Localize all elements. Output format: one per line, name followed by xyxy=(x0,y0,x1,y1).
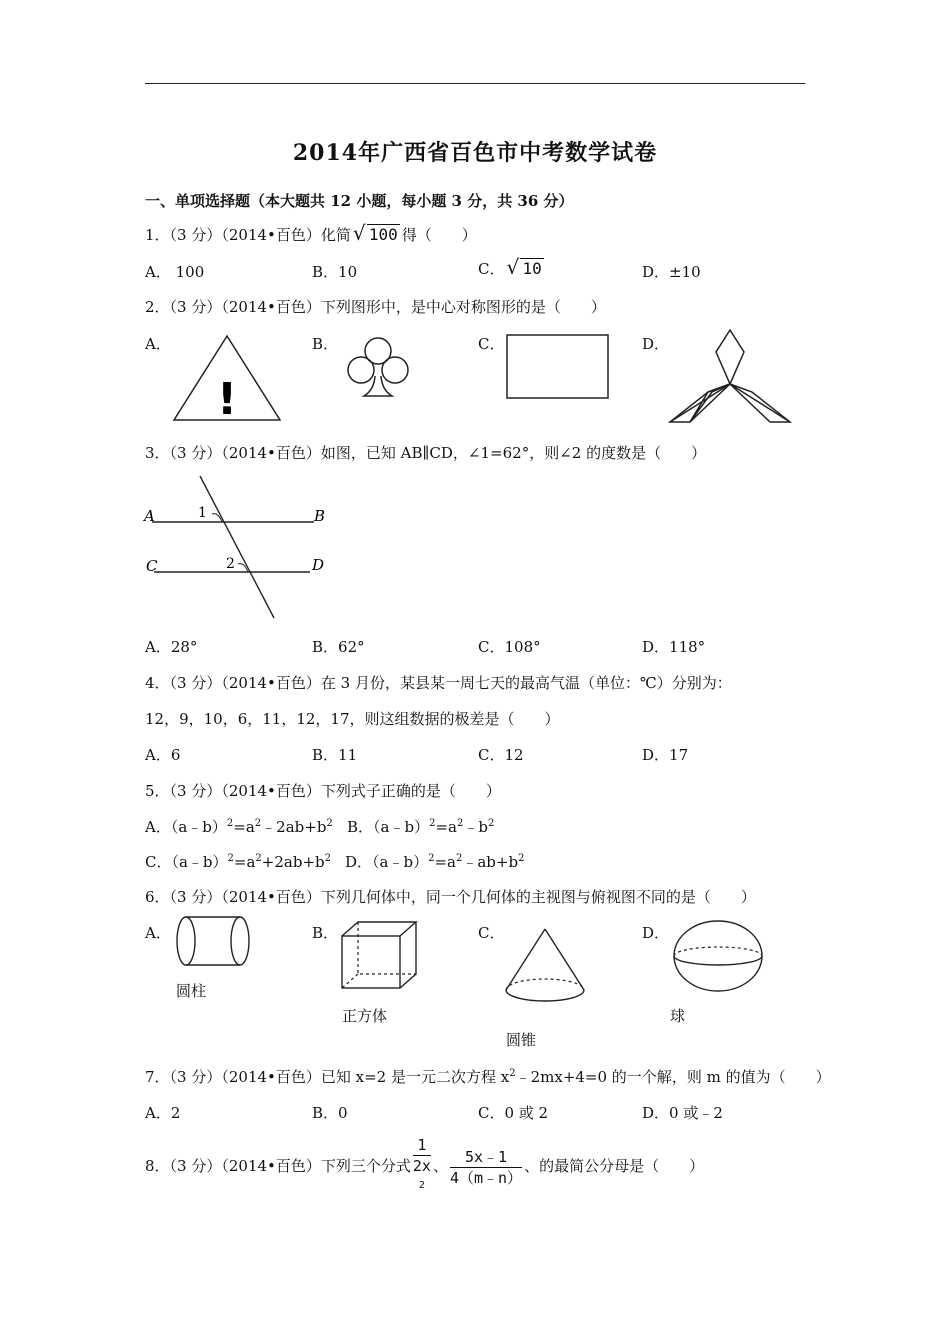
q1-option-c[interactable]: C． √ 10 xyxy=(478,255,542,279)
sphere-caption: 球 xyxy=(670,1007,686,1025)
question-4-line-2: 12，9，10，6，11，12，17，则这组数据的极差是（ ） xyxy=(145,710,560,728)
question-4-line-1: 4．（3 分）（2014•百色）在 3 月份，某县某一周七天的最高气温（单位：℃）分别为： xyxy=(145,674,732,692)
q1-option-d[interactable]: D．±10 xyxy=(642,263,701,281)
svg-text:1: 1 xyxy=(198,505,207,521)
cone-caption: 圆锥 xyxy=(506,1031,537,1049)
svg-text:A: A xyxy=(144,507,155,525)
question-8: 8．（3 分）（2014•百色）下列三个分式 1 2x $^2$ 、 $\frac{5x﹣1}{4(m﹣n)}$ 、的最简公分母是（ ） xyxy=(145,1135,704,1199)
q6-option-b[interactable]: B． xyxy=(312,924,339,942)
cylinder-figure xyxy=(174,914,254,968)
q2-option-b[interactable]: B． xyxy=(312,335,339,353)
header-rule xyxy=(145,83,805,84)
q3-option-b[interactable]: B．62° xyxy=(312,638,365,656)
svg-text:C: C xyxy=(146,557,158,575)
q6-option-d[interactable]: D． xyxy=(642,924,670,942)
q3-option-a[interactable]: A．28° xyxy=(145,638,198,656)
rectangle-figure xyxy=(505,333,611,401)
q7-option-b[interactable]: B．0 xyxy=(312,1104,348,1122)
q1-option-b[interactable]: B．10 xyxy=(312,263,358,281)
svg-text:2: 2 xyxy=(226,556,235,572)
q4-option-a[interactable]: A．6 xyxy=(145,746,181,764)
cube-caption: 正方体 xyxy=(342,1007,388,1025)
q2-option-a[interactable]: A． xyxy=(145,335,171,353)
q3-option-d[interactable]: D．118° xyxy=(642,638,706,656)
question-1: 1．（3 分）（2014•百色）化简 √ 100 得（ ） xyxy=(145,221,477,245)
sphere-figure xyxy=(670,918,766,994)
q4-option-c[interactable]: C．12 xyxy=(478,746,524,764)
cone-figure xyxy=(502,926,588,1006)
question-5: 5．（3 分）（2014•百色）下列式子正确的是（ ） xyxy=(145,782,501,800)
q2-option-d[interactable]: D． xyxy=(642,335,670,353)
q5-option-d[interactable]: D．$(a﹣b)^2=a^2﹣ab+b^2$ xyxy=(345,853,525,871)
q6-option-a[interactable]: A． xyxy=(145,924,171,942)
club-shape-figure xyxy=(338,332,418,402)
question-3: 3．（3 分）（2014•百色）如图，已知 AB∥CD，∠1=62°，则∠2 的度数是（ ） xyxy=(145,444,707,462)
warning-triangle-figure xyxy=(170,332,285,424)
question-2: 2．（3 分）（2014•百色）下列图形中，是中心对称图形的是（ ） xyxy=(145,298,606,316)
q5-option-c[interactable]: C．$(a﹣b)^2=a^2+2ab+b^2$ xyxy=(145,853,331,871)
q5-option-b[interactable]: B．$(a﹣b)^2=a^2﹣b^2$ xyxy=(347,818,495,836)
q7-option-a[interactable]: A．2 xyxy=(145,1104,181,1122)
cylinder-caption: 圆柱 xyxy=(176,982,207,1000)
parallel-lines-figure xyxy=(140,472,340,622)
three-rhombus-figure xyxy=(668,328,792,426)
q1-option-a[interactable]: A． 100 xyxy=(145,263,205,281)
fraction-1: 1 2x $^2$ xyxy=(412,1136,431,1191)
q3-option-c[interactable]: C．108° xyxy=(478,638,541,656)
q4-option-b[interactable]: B．11 xyxy=(312,746,358,764)
q4-option-d[interactable]: D．17 xyxy=(642,746,689,764)
sqrt-100: √ 100 xyxy=(352,221,398,245)
q5-option-a[interactable]: A．$(a﹣b)^2=a^2﹣2ab+b^2$ xyxy=(145,818,333,836)
q2-option-c[interactable]: C． xyxy=(478,335,505,353)
fraction-2: $\frac{5x﹣1}{4(m﹣n)}$ xyxy=(449,1147,523,1187)
q6-option-c[interactable]: C． xyxy=(478,924,505,942)
page-title: 2014年广西省百色市中考数学试卷 xyxy=(292,140,658,166)
section-heading: 一、单项选择题（本大题共 12 小题，每小题 3 分，共 36 分） xyxy=(145,192,574,210)
question-6: 6．（3 分）（2014•百色）下列几何体中，同一个几何体的主视图与俯视图不同的是（ ） xyxy=(145,888,756,906)
q7-option-d[interactable]: D．0 或﹣2 xyxy=(642,1104,723,1122)
question-7: 7．（3 分）（2014•百色）已知 x=2 是一元二次方程 $x^2﹣2mx+4=0$ 的一个解，则 m 的值为（ ） xyxy=(145,1068,831,1086)
exclamation-mark: ! xyxy=(216,374,238,424)
svg-text:B: B xyxy=(314,507,326,525)
q7-option-c[interactable]: C．0 或 2 xyxy=(478,1104,549,1122)
svg-text:D: D xyxy=(312,556,325,574)
cube-figure xyxy=(338,920,422,992)
